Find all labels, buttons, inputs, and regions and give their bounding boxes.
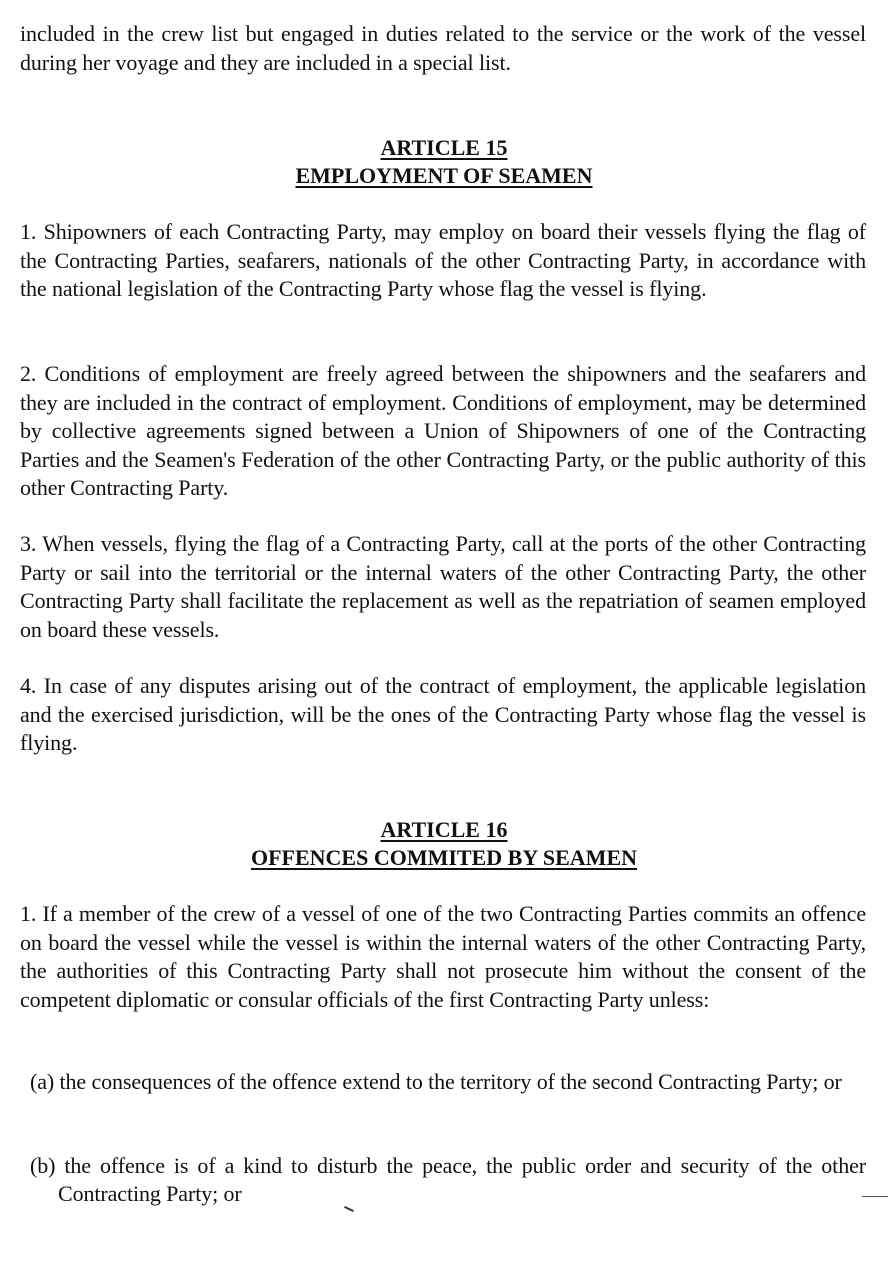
article-16-number: ARTICLE 16 [380,817,508,842]
article-15-paragraph-4: 4. In case of any disputes arising out of the contract of employment, the applicable legislation and the exercised jurisdiction, will be the ones of the Contracting Party whose flag the vessel is flying. [20,673,866,756]
article-15-title: EMPLOYMENT OF SEAMEN [295,163,593,188]
article-15-paragraph-3: 3. When vessels, flying the flag of a Contracting Party, call at the ports of the other Contracting Party or sail into the territorial or the internal waters of the other Contracting Party, the other Contracting Party shall facilitate the replacement as well as the repatriation of seamen employed on board these vessels. [20,531,866,642]
article-15-number: ARTICLE 15 [380,135,508,160]
article-16-paragraph-1: 1. If a member of the crew of a vessel of one of the two Contracting Parties commits an offence on board the vessel while the vessel is within the internal waters of the other Contracting Party, the authorities of this Contracting Party shall not prosecute him without the consent of the competent diplomatic or consular officials of the first Contracting Party unless: [20,901,866,1012]
scan-edge-mark [862,1196,888,1197]
article-16-title: OFFENCES COMMITED BY SEAMEN [250,845,638,870]
article-16-item-a: (a) the consequences of the offence extend to the territory of the second Contracting Party; or [30,1069,842,1094]
article-15-paragraph-1: 1. Shipowners of each Contracting Party, may employ on board their vessels flying the flag of the Contracting Parties, seafarers, nationals of the other Contracting Party, in accordance with the national legislation of the Contracting Party whose flag the vessel is flying. [20,219,866,302]
article-15-paragraph-2: 2. Conditions of employment are freely agreed between the shipowners and the seafarers and they are included in the contract of employment. Conditions of employment, may be determined by collective agreements signed between a Union of Shipowners of one of the Contracting Parties and the Seamen's Federation of the other Contracting Party, or the public authority of this other Contracting Party. [20,361,866,501]
article-16-item-b: (b) the offence is of a kind to disturb the peace, the public order and security of the other Contracting Party; or [30,1153,866,1206]
intro-paragraph: included in the crew list but engaged in duties related to the service or the work of the vessel during her voyage and they are included in a special list. [20,21,866,75]
